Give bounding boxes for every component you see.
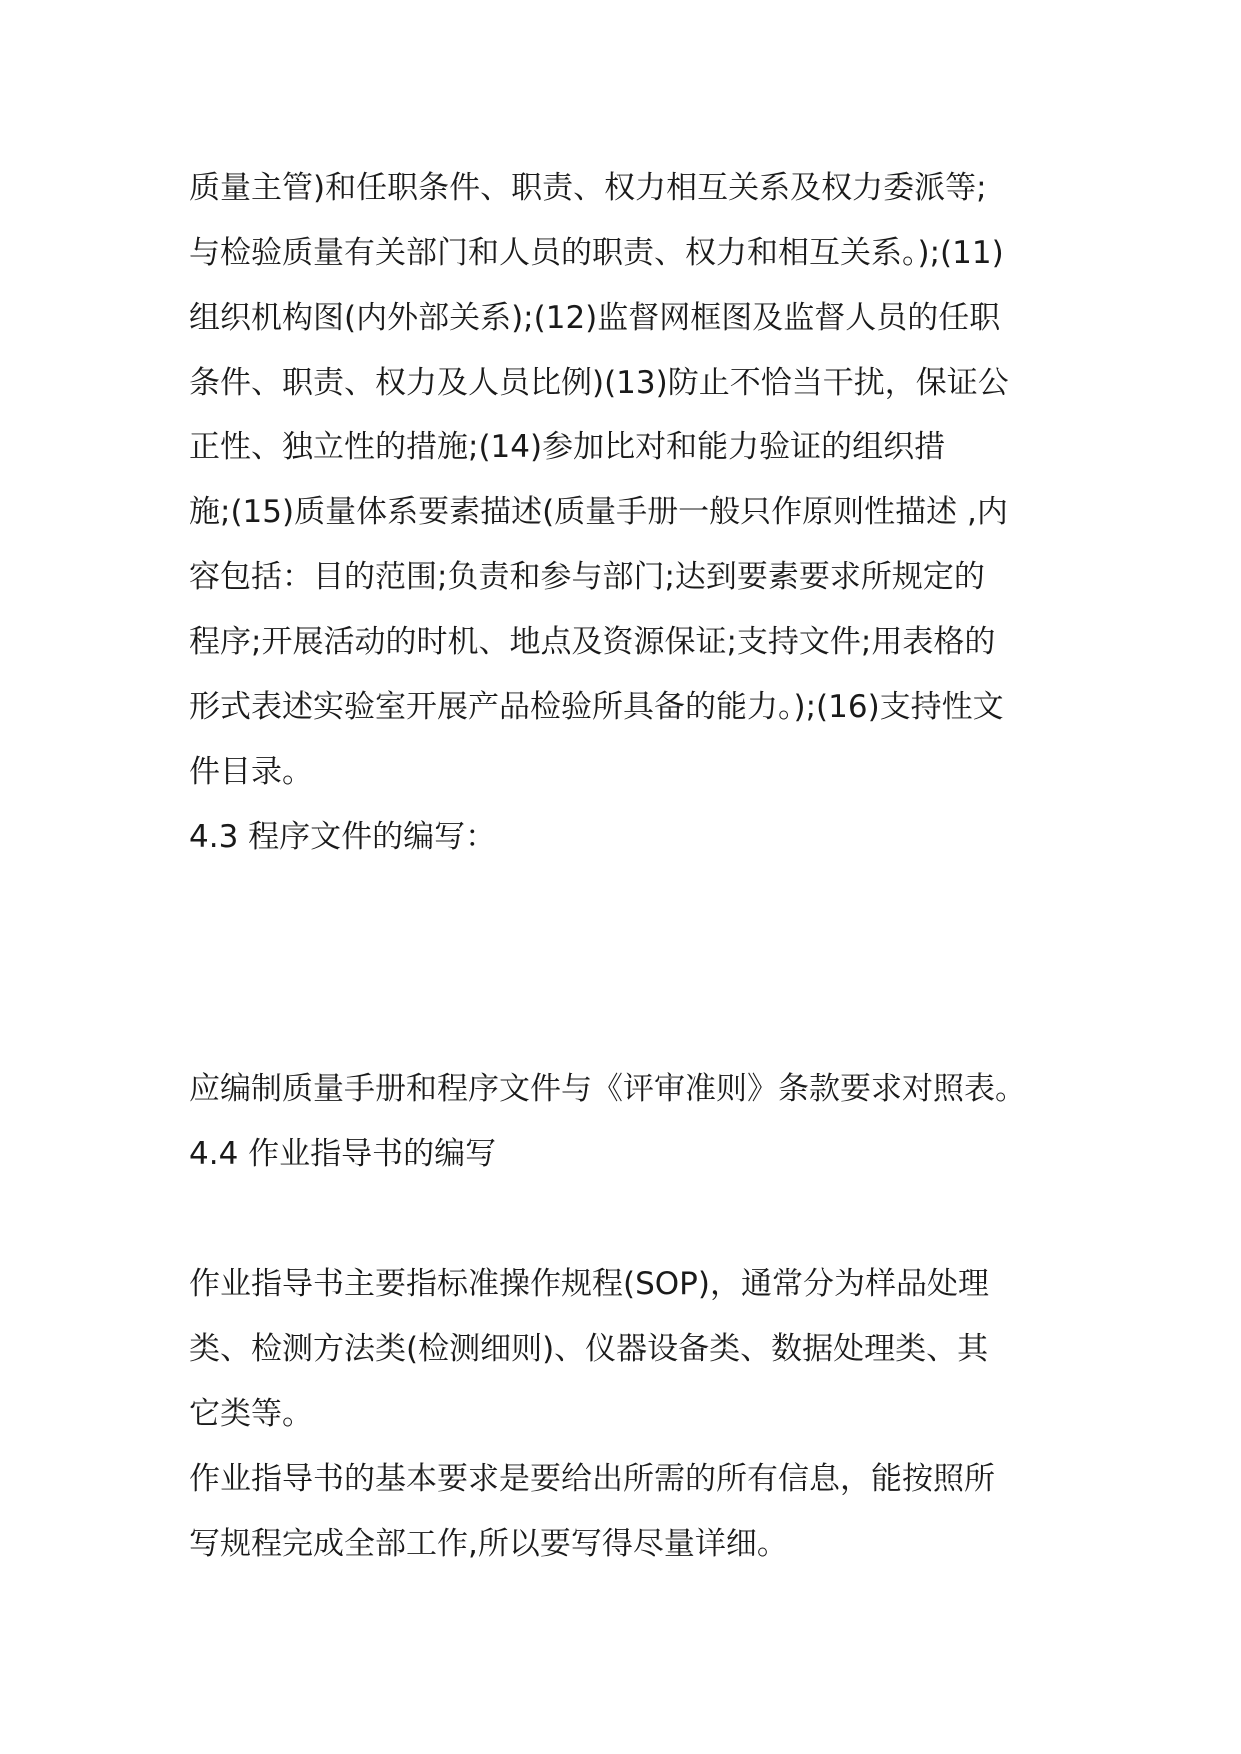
paragraph-line: 与检验质量有关部门和人员的职责、权力和相互关系。);(11)	[189, 235, 1004, 271]
paragraph-line: 条件、职责、权力及人员比例)(13)防止不恰当干扰，保证公	[189, 365, 1009, 401]
section-heading-4-4: 4.4 作业指导书的编写	[189, 1136, 497, 1172]
paragraph-line: 容包括：目的范围;负责和参与部门;达到要素要求所规定的	[189, 559, 985, 595]
paragraph-line: 类、检测方法类(检测细则)、仪器设备类、数据处理类、其	[189, 1331, 989, 1367]
paragraph-line: 件目录。	[189, 754, 313, 790]
paragraph-line: 应编制质量手册和程序文件与《评审准则》条款要求对照表。	[189, 1071, 1026, 1107]
paragraph-line: 施;(15)质量体系要素描述(质量手册一般只作原则性描述 ,内	[189, 494, 1008, 530]
paragraph-line: 形式表述实验室开展产品检验所具备的能力。);(16)支持性文	[189, 689, 1004, 725]
section-heading-4-3: 4.3 程序文件的编写：	[189, 819, 497, 855]
paragraph-line: 写规程完成全部工作,所以要写得尽量详细。	[189, 1526, 788, 1562]
paragraph-line: 作业指导书主要指标准操作规程(SOP)，通常分为样品处理	[189, 1266, 989, 1302]
paragraph-line: 正性、独立性的措施;(14)参加比对和能力验证的组织措	[189, 429, 946, 465]
paragraph-line: 程序;开展活动的时机、地点及资源保证;支持文件;用表格的	[189, 624, 996, 660]
paragraph-line: 作业指导书的基本要求是要给出所需的所有信息，能按照所	[189, 1461, 995, 1497]
paragraph-line: 组织机构图(内外部关系);(12)监督网框图及监督人员的任职	[189, 300, 1001, 336]
paragraph-line: 质量主管)和任职条件、职责、权力相互关系及权力委派等;	[189, 170, 987, 206]
paragraph-line: 它类等。	[189, 1396, 313, 1432]
